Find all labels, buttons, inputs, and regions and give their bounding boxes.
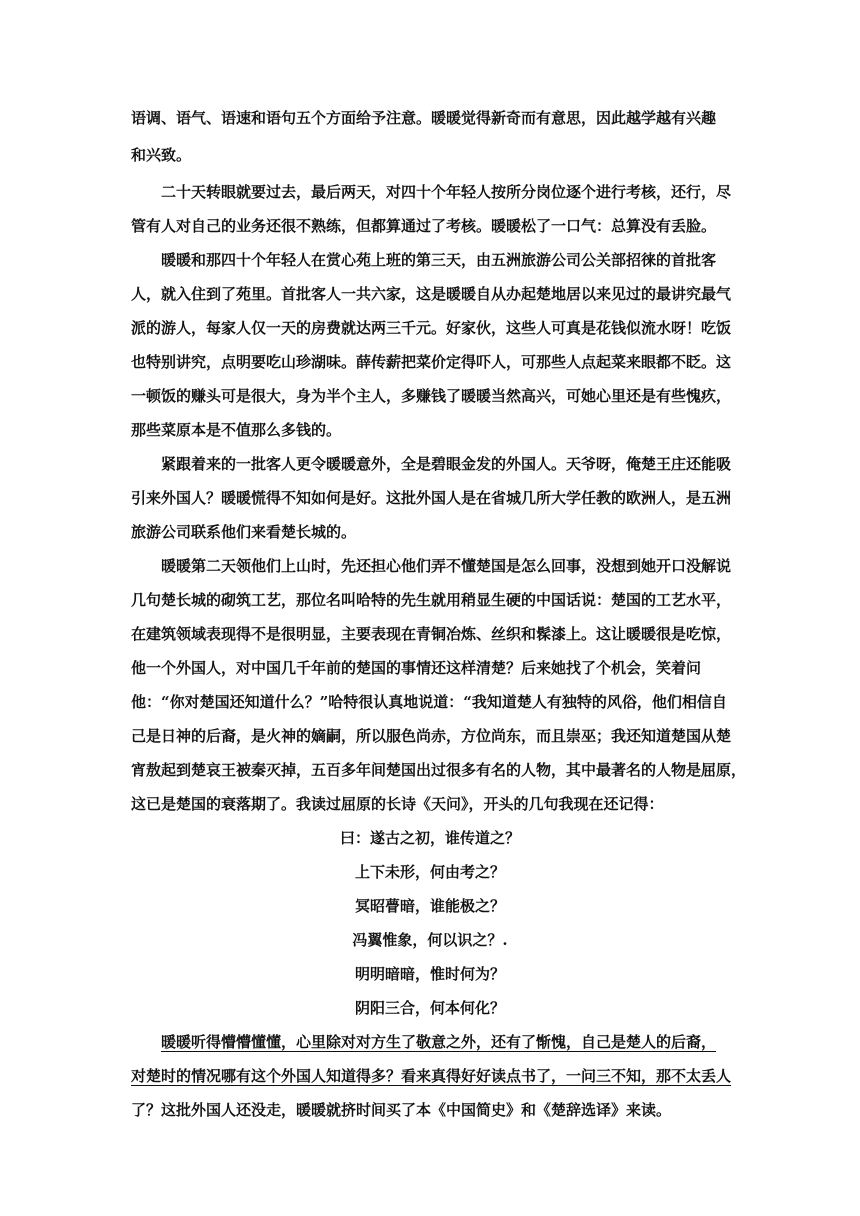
underlined-text-line: 暖暖听得懵懵懂懂，心里除对对方生了敬意之外，还有了惭愧，自己是楚人的后裔，: [161, 1033, 717, 1051]
closing-text: 了？这批外国人还没走，暖暖就挤时间买了本《中国简史》和《楚辞选译》来读。: [131, 1101, 672, 1119]
text-line: 旅游公司联系他们来看楚长城的。: [131, 523, 357, 541]
text-line: 也特别讲究，点明要吃山珍湖味。薛传薪把菜价定得吓人，可那些人点起菜来眼都不眨。这: [131, 353, 732, 371]
text-line: 派的游人，每家人仅一天的房费就达两三千元。好家伙，这些人可真是花钱似流水呀！吃饭: [131, 319, 732, 337]
underlined-text-line: [131, 1064, 731, 1088]
text-line: 暖暖和那四十个年轻人在赏心苑上班的第三天，由五洲旅游公司公关部招徕的首批客: [161, 251, 717, 269]
underlined-span: 对楚时的情况哪有这个外国人知道得多？看来真得好好读点书了，一问三不知，那不太丢人: [131, 1067, 732, 1085]
text-line: [131, 1098, 671, 1122]
text-line: 这已是楚国的衰落期了。我读过屈原的长诗《天问》，开头的几句我现在还记得：: [131, 795, 664, 813]
poem-line: 冥昭瞢暗，谁能极之？: [354, 897, 505, 915]
text-line: 他：“你对楚国还知道什么？”哈特很认真地说道：“我知道楚人有独特的风俗，他们相信自: [131, 693, 727, 711]
text-line: 管有人对自己的业务还很不熟练，但都算通过了考核。暖暖松了一口气：总算没有丢脸。: [131, 217, 717, 235]
poem-line: 曰：遂古之初，谁传道之？: [339, 829, 520, 847]
text-line: 一顿饭的赚头可是很大，身为半个主人，多赚钱了暖暖当然高兴，可她心里还是有些愧疚，: [131, 387, 732, 405]
text-line: 己是日神的后裔，是火神的嫡嗣，所以服色尚赤，方位尚东，而且崇巫；我还知道楚国从楚: [131, 727, 732, 745]
poem-line: 冯翼惟象，何以识之？.: [352, 931, 508, 949]
text-line: 人，就入住到了苑里。首批客人一共六家，这是暖暖自从办起楚地居以来见过的最讲究最气: [131, 285, 732, 303]
text-line: 几句楚长城的砌筑工艺，那位名叫哈特的先生就用稍显生硬的中国话说：楚国的工艺水平，: [131, 591, 732, 609]
poem-line: 上下未形，何由考之？: [354, 863, 505, 881]
text-line: 宵敖起到楚哀王被秦灭掉，五百多年间楚国出过很多有名的人物，其中最著名的人物是屈原，: [131, 761, 747, 779]
text-line: 那些菜原本是不值那么多钱的。: [131, 421, 342, 439]
text-line: 二十天转眼就要过去，最后两天，对四十个年轻人按所分岗位逐个进行考核，还行，尽: [161, 183, 732, 201]
text-line: 和兴致。: [131, 146, 192, 164]
text-line: 暖暖第二天领他们上山时，先还担心他们弄不懂楚国是怎么回事，没想到她开口没解说: [161, 557, 732, 575]
text-line: 语调、语气、语速和语句五个方面给予注意。暖暖觉得新奇而有意思，因此越学越有兴趣: [131, 109, 717, 127]
text-line: 紧跟着来的一批客人更令暖暖意外，全是碧眼金发的外国人。天爷呀，俺楚王庄还能吸: [161, 455, 732, 473]
text-line: 他一个外国人，对中国几千年前的楚国的事情还这样清楚？后来她找了个机会，笑着问: [131, 659, 702, 677]
poem-line: 明明暗暗，惟时何为？: [354, 965, 505, 983]
poem-line: 阴阳三合，何本何化？: [354, 999, 505, 1017]
text-line: 在建筑领域表现得不是很明显，主要表现在青铜冶炼、丝织和髹漆上。这让暖暖很是吃惊，: [131, 625, 732, 643]
text-line: 引来外国人？暖暖慌得不知如何是好。这批外国人是在省城几所大学任教的欧洲人，是五洲: [131, 489, 732, 507]
